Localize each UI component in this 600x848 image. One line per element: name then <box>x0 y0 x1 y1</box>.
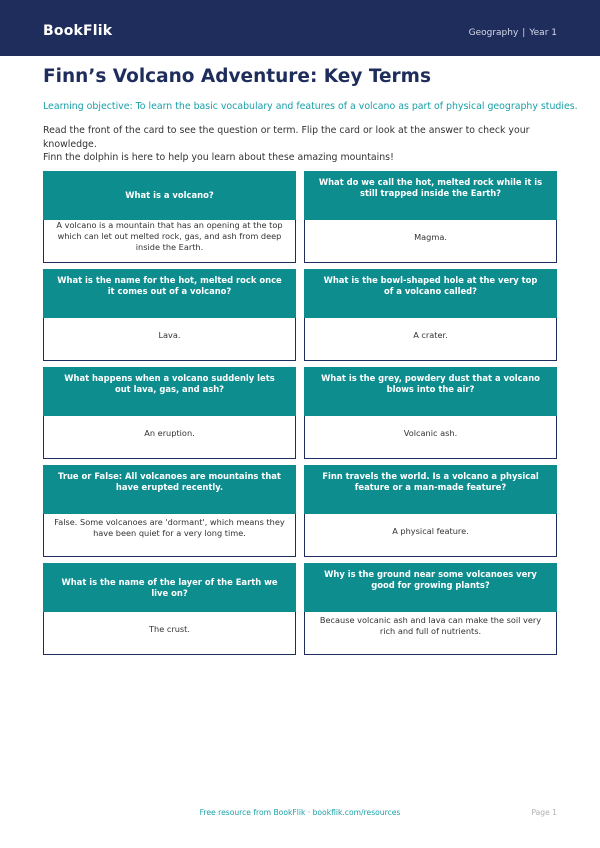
flashcard[interactable] <box>304 465 557 562</box>
card-answer: Because volcanic ash and lava can make the soil very rich and full of nutrients. <box>304 612 557 655</box>
meta-separator: | <box>522 28 526 38</box>
card-answer: False. Some volcanoes are 'dormant', which means they have been quiet for a very long time. <box>43 514 296 557</box>
flashcard[interactable] <box>43 563 296 660</box>
flashcard[interactable] <box>304 563 557 660</box>
card-question: What is a volcano? <box>43 171 296 220</box>
card-question: Finn travels the world. Is a volcano a physical feature or a man-made feature? <box>304 465 557 514</box>
card-answer: Magma. <box>304 220 557 263</box>
card-question: What happens when a volcano suddenly lets out lava, gas, and ash? <box>43 367 296 416</box>
flashcard[interactable] <box>43 171 296 268</box>
header-meta <box>469 28 557 38</box>
card-question: What is the name of the layer of the Earth we live on? <box>43 563 296 612</box>
card-question: What is the grey, powdery dust that a volcano blows into the air? <box>304 367 557 416</box>
flashcard[interactable] <box>304 171 557 268</box>
flashcard[interactable] <box>43 269 296 366</box>
card-answer: A crater. <box>304 318 557 361</box>
card-answer: Volcanic ash. <box>304 416 557 459</box>
card-answer: Lava. <box>43 318 296 361</box>
page-title: Finn’s Volcano Adventure: Key Terms <box>43 66 431 87</box>
card-answer: The crust. <box>43 612 296 655</box>
intro-line-2: Finn the dolphin is here to help you learn about these amazing mountains! <box>43 152 394 163</box>
card-answer: A physical feature. <box>304 514 557 557</box>
brand-logo[interactable]: BookFlik <box>43 23 113 39</box>
card-answer: A volcano is a mountain that has an opening at the top which can let out melted rock, gas, and ash from deep inside the Earth. <box>43 220 296 263</box>
header-bar <box>0 0 600 56</box>
card-question: True or False: All volcanoes are mountains that have erupted recently. <box>43 465 296 514</box>
footer-resource-link[interactable]: Free resource from BookFlik · bookflik.com/resources <box>199 808 401 817</box>
year-label: Year 1 <box>529 28 557 38</box>
learning-objective: Learning objective: To learn the basic vocabulary and features of a volcano as part of physical geography studies. <box>43 101 578 112</box>
flashcard[interactable] <box>43 367 296 464</box>
card-question: Why is the ground near some volcanoes very good for growing plants? <box>304 563 557 612</box>
card-answer: An eruption. <box>43 416 296 459</box>
subject-label: Geography <box>468 28 519 38</box>
flashcard[interactable] <box>43 465 296 562</box>
flashcard[interactable] <box>304 367 557 464</box>
card-question: What is the name for the hot, melted rock once it comes out of a volcano? <box>43 269 296 318</box>
flashcard[interactable] <box>304 269 557 366</box>
page-number: Page 1 <box>531 808 557 817</box>
card-question: What do we call the hot, melted rock while it is still trapped inside the Earth? <box>304 171 557 220</box>
intro-text <box>43 124 563 165</box>
card-question: What is the bowl-shaped hole at the very top of a volcano called? <box>304 269 557 318</box>
intro-line-1: Read the front of the card to see the question or term. Flip the card or look at the answer to check your knowledge. <box>43 125 530 150</box>
